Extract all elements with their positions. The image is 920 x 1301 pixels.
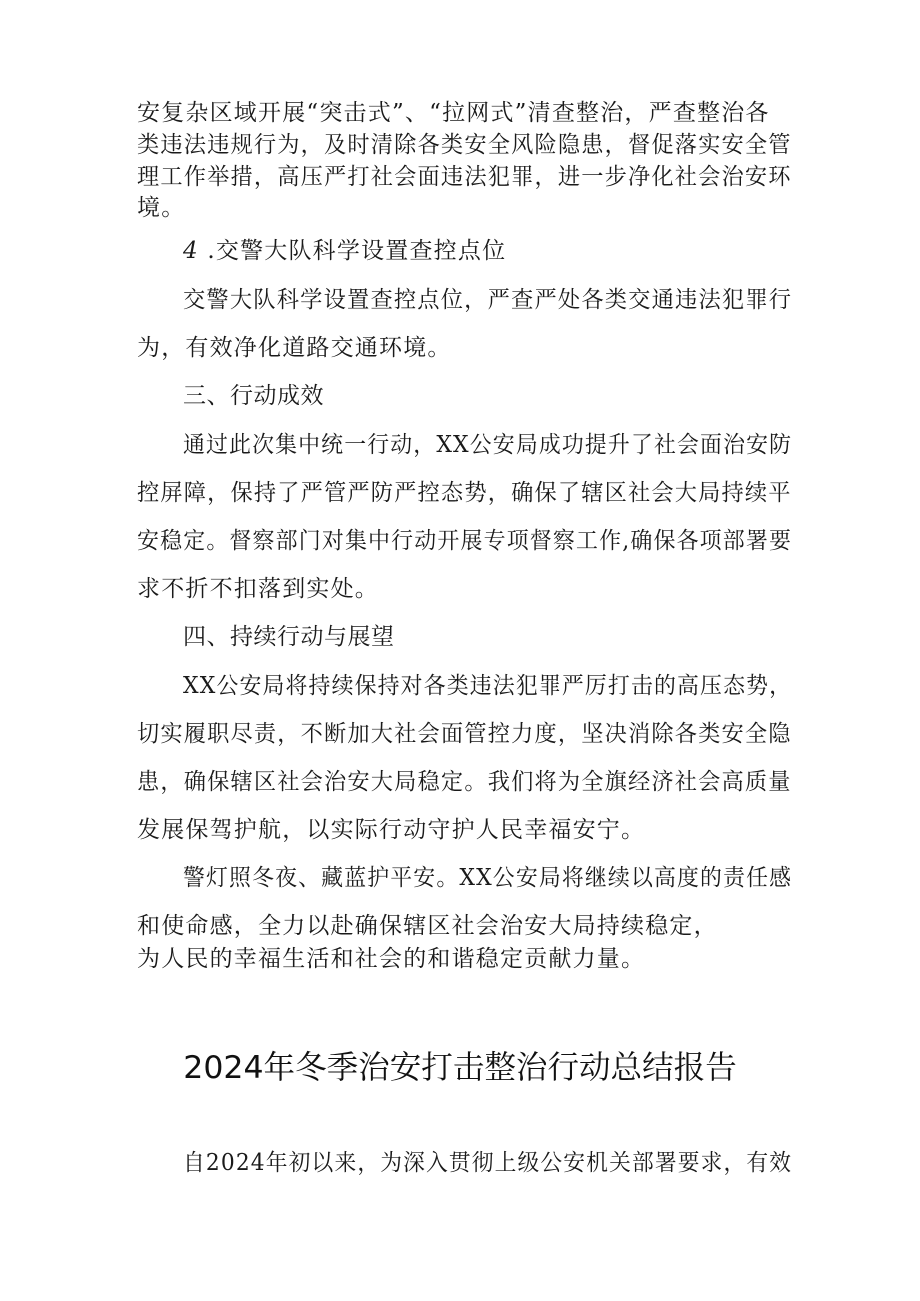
item-4-number: 4 <box>183 238 199 264</box>
paragraph-1-line-4: 境。 <box>137 195 186 221</box>
paragraph-1-line-1: 安复杂区域开展“突击式”、“拉网式”清查整治，严查整治各 <box>137 100 770 126</box>
paragraph-3-line-2: 控屏障，保持了严管严防严控态势，确保了辖区社会大局持续平 <box>137 480 792 506</box>
paragraph-4-line-4: 发展保驾护航，以实际行动守护人民幸福安宁。 <box>137 817 646 843</box>
paragraph-4-line-3: 患，确保辖区社会治安大局稳定。我们将为全旗经济社会高质量 <box>137 769 792 795</box>
item-4-heading-text: .交警大队科学设置查控点位 <box>207 238 507 264</box>
section-3-heading: 三、行动成效 <box>183 383 324 409</box>
item-4-heading <box>183 236 506 266</box>
paragraph-3-line-3: 安稳定。督察部门对集中行动开展专项督察工作,确保各项部署要 <box>137 528 793 554</box>
paragraph-4-line-2: 切实履职尽责，不断加大社会面管控力度，坚决消除各类安全隐 <box>137 721 792 747</box>
paragraph-1-line-2: 类违法违规行为，及时清除各类安全风险隐患，督促落实安全管 <box>137 132 792 158</box>
paragraph-4-line-1: XX公安局将持续保持对各类违法犯罪严厉打击的高压态势， <box>183 673 793 699</box>
paragraph-6-line-1: 自2024年初以来，为深入贯彻上级公安机关部署要求，有效 <box>183 1150 793 1176</box>
paragraph-1-line-3: 理工作举措，高压严打社会面违法犯罪，进一步净化社会治安环 <box>137 164 792 190</box>
report-title: 2024年冬季治安打击整治行动总结报告 <box>183 1050 737 1086</box>
paragraph-3-line-4: 求不折不扣落到实处。 <box>137 576 379 602</box>
paragraph-2-line-2: 为，有效净化道路交通环境。 <box>137 335 452 361</box>
paragraph-2-line-1: 交警大队科学设置查控点位，严查严处各类交通违法犯罪行 <box>183 287 793 313</box>
paragraph-5-line-1: 警灯照冬夜、藏蓝护平安。XX公安局将继续以高度的责任感 <box>183 865 793 891</box>
paragraph-5-line-2: 和使命感，全力以赴确保辖区社会治安大局持续稳定， <box>137 913 718 939</box>
section-4-heading: 四、持续行动与展望 <box>183 624 395 650</box>
paragraph-3-line-1: 通过此次集中统一行动，XX公安局成功提升了社会面治安防 <box>183 432 793 458</box>
paragraph-5-line-3: 为人民的幸福生活和社会的和谐稳定贡献力量。 <box>137 946 646 972</box>
